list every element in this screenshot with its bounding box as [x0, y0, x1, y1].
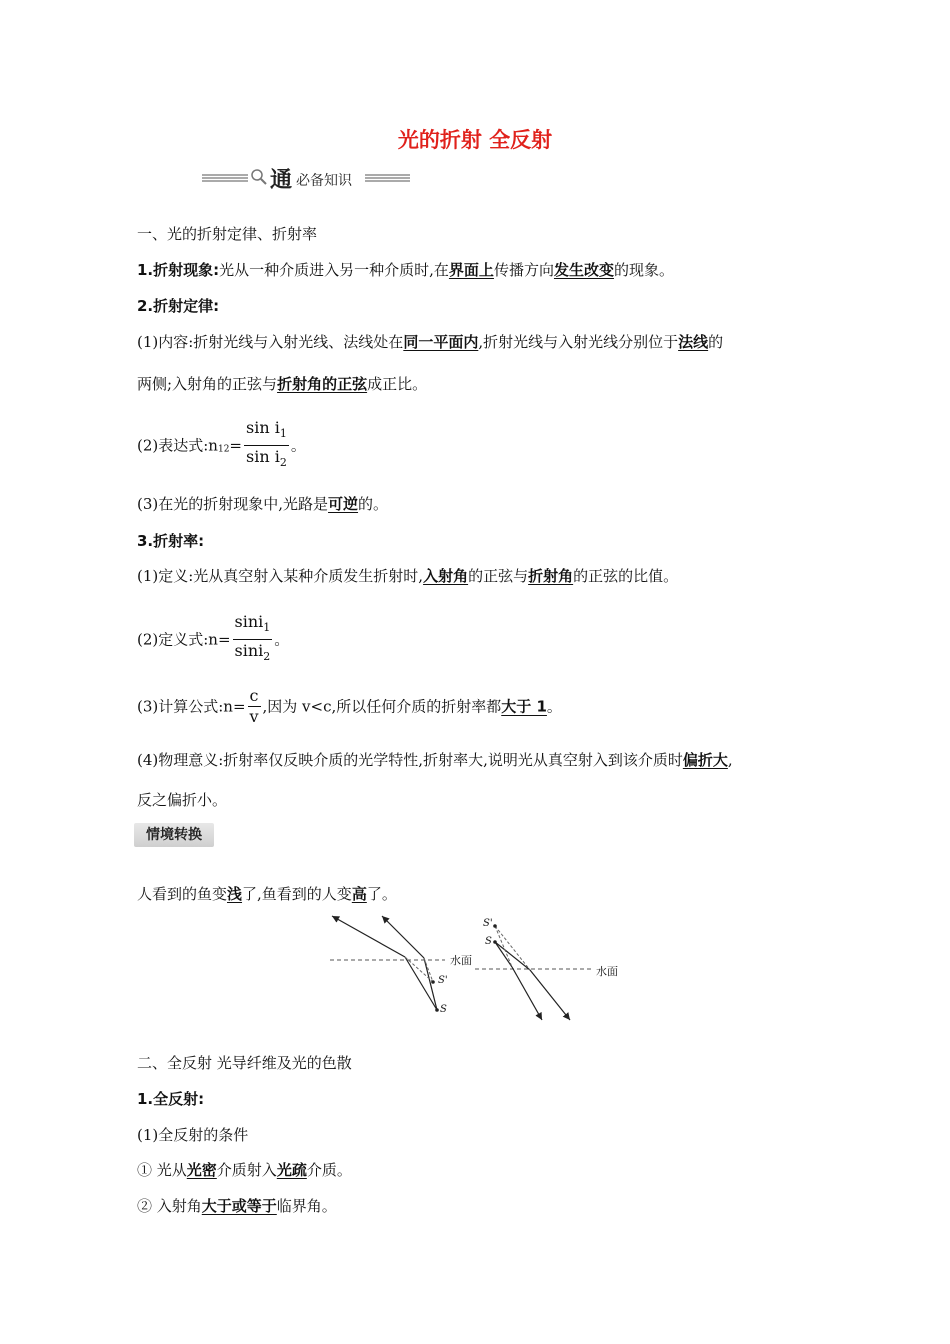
answer: 同一平面内	[403, 333, 479, 351]
paragraph	[137, 566, 678, 586]
paragraph	[137, 332, 723, 352]
banner-label: 必备知识	[296, 173, 352, 189]
subscript: 2	[279, 456, 287, 469]
fraction	[248, 686, 261, 727]
text: 的	[708, 333, 724, 351]
text: 的正弦的比值。	[573, 567, 679, 585]
denominator: sin i	[246, 447, 280, 466]
text: ① 光从	[137, 1161, 187, 1179]
paragraph	[137, 296, 219, 316]
answer: 大于 1	[501, 697, 547, 716]
water-surface-label: 水面	[596, 965, 618, 978]
numerator: c	[249, 686, 259, 705]
text: 。	[274, 630, 290, 649]
answer: 可逆	[328, 495, 359, 513]
text: 的正弦与	[468, 567, 529, 585]
water-surface-label: 水面	[450, 954, 472, 967]
answer: 入射角	[423, 567, 469, 585]
refraction-diagram	[320, 912, 640, 1024]
text: ② 入射角	[137, 1197, 202, 1215]
formula-line	[137, 611, 289, 663]
denominator: sini	[234, 641, 264, 660]
banner-glyph: 通	[270, 168, 293, 193]
subscript: 12	[217, 444, 230, 455]
answer: 界面上	[448, 261, 494, 279]
answer: 发生改变	[553, 261, 614, 279]
point-label: S	[440, 1004, 447, 1015]
subscript: 2	[263, 650, 271, 663]
answer: 大于或等于	[201, 1197, 277, 1215]
scenario-tag: 情境转换	[134, 823, 214, 847]
paragraph	[137, 531, 204, 551]
text: 介质。	[306, 1161, 352, 1179]
section-banner	[200, 163, 412, 193]
paragraph: 反之偏折小。	[137, 791, 228, 809]
point-label: S	[485, 936, 492, 947]
answer: 折射角的正弦	[277, 375, 368, 393]
paragraph	[137, 750, 733, 770]
formula-line	[137, 686, 562, 736]
paragraph	[137, 884, 397, 904]
text: (3)在光的折射现象中,光路是	[137, 495, 329, 513]
denominator: v	[249, 707, 259, 726]
text: 两侧;入射角的正弦与	[137, 375, 278, 393]
text: (1)定义:光从真空射入某种介质发生折射时,	[137, 567, 424, 585]
text: 成正比。	[367, 375, 428, 393]
paragraph	[137, 1196, 337, 1216]
text: (1)内容:折射光线与入射光线、法线处在	[137, 333, 404, 351]
text: 了,鱼看到的人变	[242, 885, 352, 903]
item-heading: 1.折射现象:	[137, 261, 220, 279]
text: ,	[727, 751, 733, 769]
refraction-diagram-svg	[320, 912, 640, 1024]
text: 。	[546, 697, 562, 716]
numerator: sini	[234, 612, 264, 631]
subscript: 1	[263, 621, 271, 634]
text: 的现象。	[613, 261, 674, 279]
point-label: S'	[438, 975, 448, 986]
paragraph	[137, 374, 427, 394]
answer: 折射角	[528, 567, 574, 585]
answer: 偏折大	[682, 751, 728, 769]
text: (2)表达式:n	[137, 436, 218, 455]
item-heading: 2.折射定律:	[137, 297, 220, 315]
text: ,因为 v<c,所以任何介质的折射率都	[262, 697, 502, 716]
item-heading: 1.全反射:	[137, 1090, 205, 1108]
text: 的。	[358, 495, 389, 513]
text: =	[229, 436, 242, 455]
numerator: sin i	[246, 418, 280, 437]
text: 了。	[366, 885, 397, 903]
text: (4)物理意义:折射率仅反映介质的光学特性,折射率大,说明光从真空射入到该介质时	[137, 751, 683, 769]
text: (3)计算公式:n=	[137, 697, 246, 716]
answer: 高	[351, 885, 367, 903]
page-title: 光的折射 全反射	[397, 128, 553, 152]
point-label: S'	[483, 918, 493, 929]
answer: 法线	[678, 333, 709, 351]
answer: 光密	[186, 1161, 217, 1179]
answer: 光疏	[276, 1161, 307, 1179]
fraction	[233, 611, 273, 668]
paragraph	[137, 494, 388, 514]
text: 。	[290, 436, 306, 455]
item-heading: 3.折射率:	[137, 532, 205, 550]
answer: 浅	[227, 885, 243, 903]
paragraph: (1)全反射的条件	[137, 1126, 249, 1144]
formula-line	[137, 417, 306, 467]
text: 人看到的鱼变	[137, 885, 228, 903]
section-heading: 一、光的折射定律、折射率	[137, 225, 318, 243]
text: 光从一种介质进入另一种介质时,在	[219, 261, 449, 279]
paragraph	[137, 260, 674, 280]
paragraph	[137, 1160, 352, 1180]
text: 介质射入	[216, 1161, 277, 1179]
subscript: 1	[279, 427, 287, 440]
text: 临界角。	[276, 1197, 337, 1215]
fraction	[244, 417, 289, 474]
text: ,折射光线与入射光线分别位于	[478, 333, 679, 351]
section-heading: 二、全反射 光导纤维及光的色散	[137, 1054, 352, 1072]
text: (2)定义式:n=	[137, 630, 231, 649]
paragraph	[137, 1089, 204, 1109]
text: 传播方向	[493, 261, 554, 279]
